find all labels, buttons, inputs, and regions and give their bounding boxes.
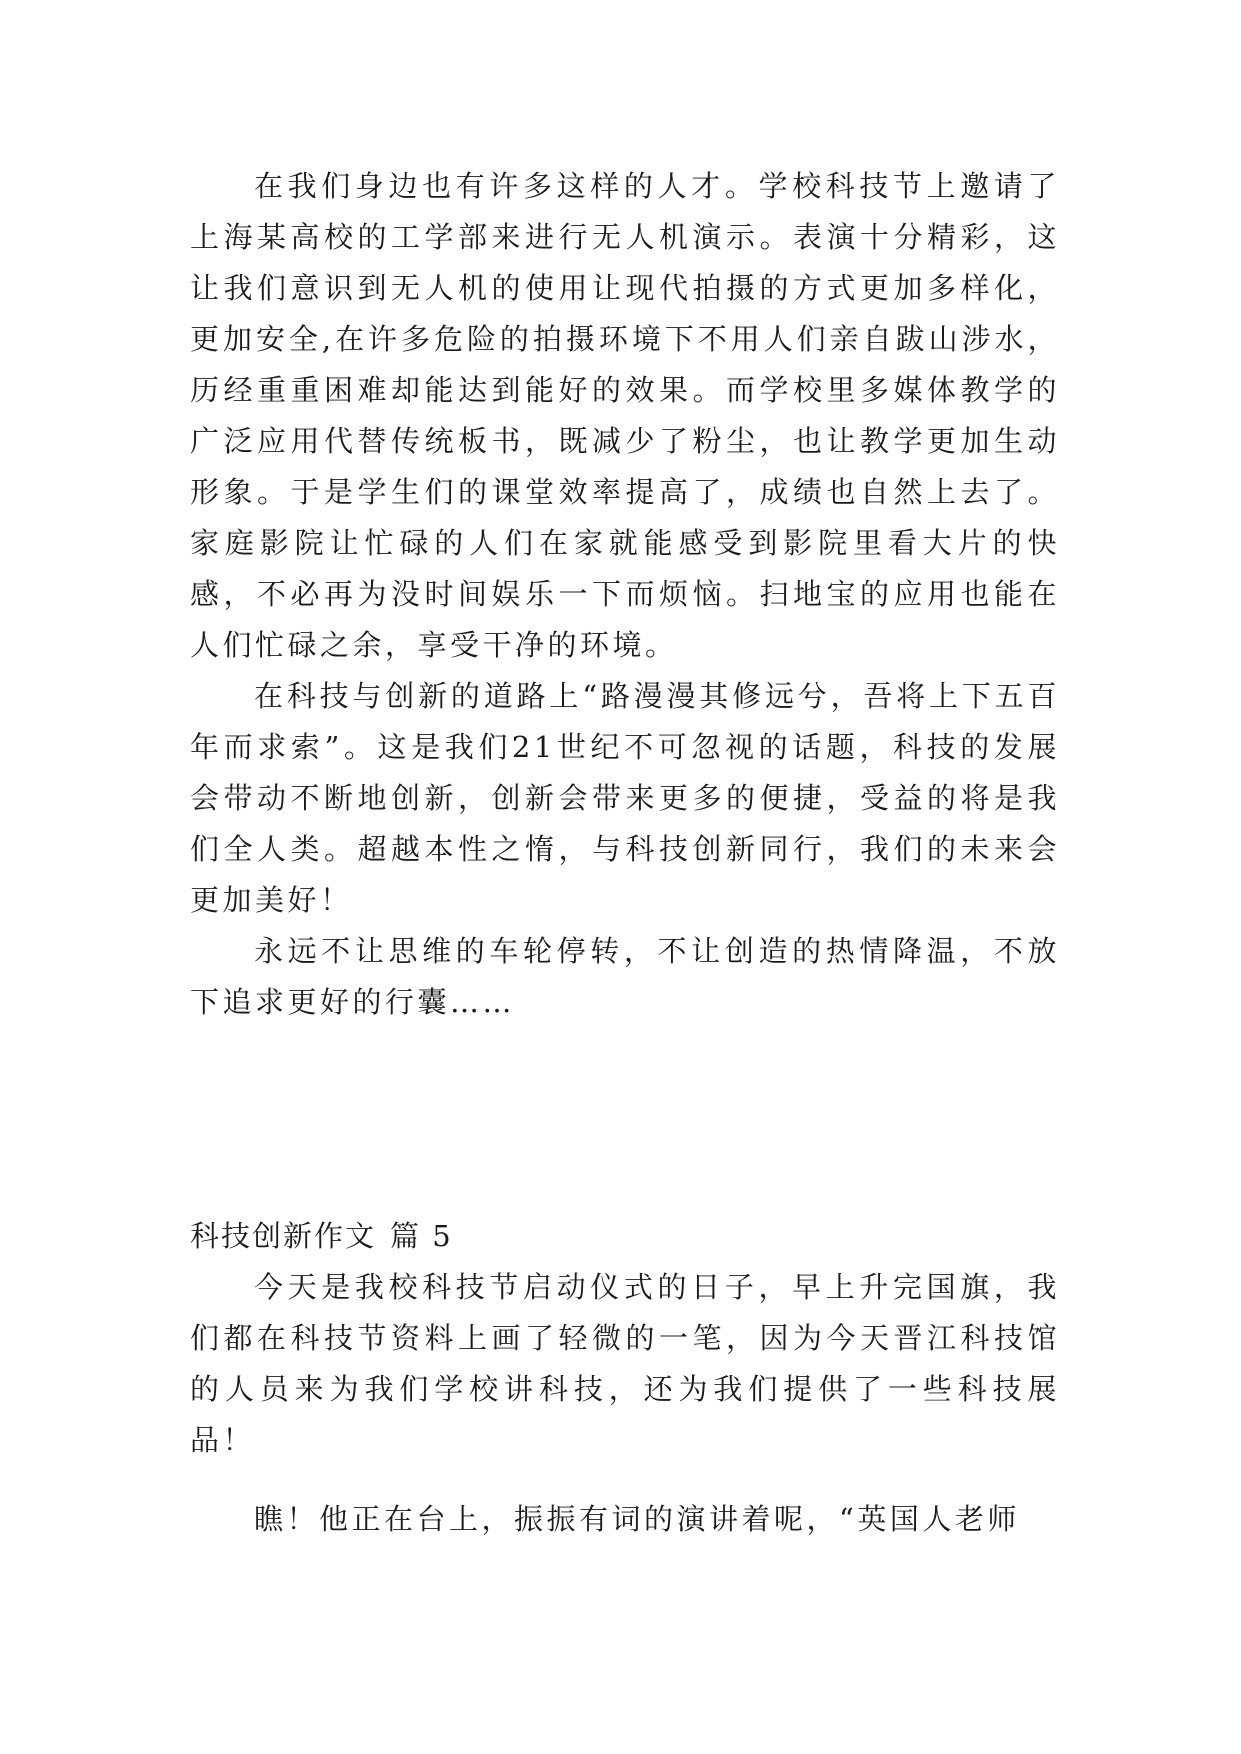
section-heading-number: 篇 5 [390, 1219, 453, 1253]
paragraph: 在科技与创新的道路上“路漫漫其修远兮，吾将上下五百年而求索”。这是我们21世纪不可忽视的话题，科技的发展会带动不断地创新，创新会带来更多的便捷，受益的将是我们全人类。超越本性之惰，与科技创新同行，我们的未来会更加美好！ [190, 679, 1060, 917]
section-heading-title: 科技创新作文 [190, 1219, 377, 1253]
paragraph: 永远不让思维的车轮停转，不让创造的热情降温，不放下追求更好的行囊…… [190, 934, 1060, 1019]
section-heading [190, 1211, 1060, 1262]
paragraph: 今天是我校科技节启动仪式的日子，早上升完国旗，我们都在科技节资料上画了轻微的一笔，因为今天晋江科技馆的人员来为我们学校讲科技，还为我们提供了一些科技展品！ [190, 1270, 1060, 1457]
document-body-top [190, 161, 1060, 1028]
document-body-last [190, 1494, 1060, 1545]
document-body-bottom [190, 1211, 1060, 1466]
paragraph: 瞧！他正在台上，振振有词的演讲着呢，“英国人老师 [254, 1502, 1020, 1536]
paragraph: 在我们身边也有许多这样的人才。学校科技节上邀请了上海某高校的工学部来进行无人机演示。表演十分精彩，这让我们意识到无人机的使用让现代拍摄的方式更加多样化，更加安全,在许多危险的拍摄环境下不用人们亲自跋山涉水，历经重重困难却能达到能好的效果。而学校里多媒体教学的广泛应用代替传统板书，既减少了粉尘，也让教学更加生动形象。于是学生们的课堂效率提高了，成绩也自然上去了。家庭影院让忙碌的人们在家就能感受到影院里看大片的快感，不必再为没时间娱乐一下而烦恼。扫地宝的应用也能在人们忙碌之余，享受干净的环境。 [190, 169, 1060, 662]
